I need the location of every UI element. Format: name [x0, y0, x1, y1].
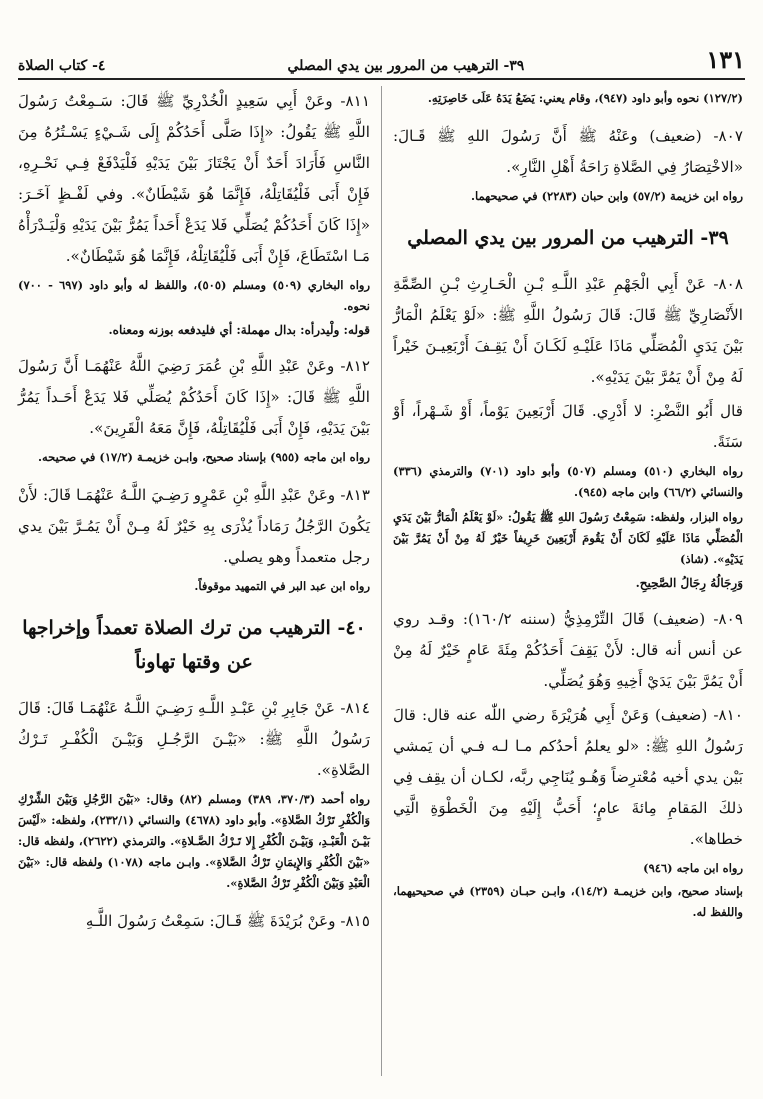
hadith-813-source: رواه ابن عبد البر في التمهيد موقوفاً.: [194, 579, 370, 593]
hadith-808: ٨٠٨- عَنْ أَبِي الْجَهْمِ عَبْدِ اللَّـهِ بْـنِ الْحَـارِثِ بْـنِ الصِّمَّةِ الأَنْصَارِيِّ ﷺ قَالَ: قَالَ رَسُولُ اللَّهِ ﷺ: «لَوْ يَعْلَمُ الْمَارُّ بَيْنَ يَدَيِ الْمُصَلِّي مَاذَا عَلَيْـهِ لَكَـانَ أَنْ يَقِـفَ أَرْبَعِيـنَ خَيْراً لَهُ مِنْ أَنْ يَمُرَّ بَيْنَ يَدَيْهِ».: [393, 275, 743, 386]
hadith-808-men: وَرِجَالُهُ رِجَالُ الصَّحِيحِ.: [635, 576, 743, 590]
hadith-809: ٨٠٩- (ضعيف) قَالَ التِّرْمِذِيُّ (سننه ١٦٠/٢): وقـد روي عن أنس أنه قال: لأَنْ يَقِفَ أَحَدُكُمْ مِئَةَ عَامٍ خَيْرٌ لَهُ مِنْ أَنْ يَمُرَّ بَيْنَ يَدَيْ أَخِيهِ وَهُوَ يُصَلِّي.: [393, 610, 743, 690]
page-header: [18, 40, 745, 80]
hadith-814-source: رواه أحمد (٣٧٠/٣، ٣٨٩) ومسلم (٨٢) وقال: «بَيْنَ الرَّجُلِ وَبَيْنَ الشِّرْكِ وَالْكُفْرِ تَرْكُ الصَّلاةِ». وأبو داود (٤٦٧٨) والنسائي (٢٣٢/١)، ولفظه: «لَيْسَ بَيْـنَ الْعَبْـدِ، وَبَيْـنَ الْكُفْرِ إِلا تَـرْكُ الصَّـلاةِ». والترمذي (٢٦٢٢)، ولفظه قال: «بَيْنَ الْكُفْرِ وَالإِيمَانِ تَرْكُ الصَّلاةِ». وابـن ماجه (١٠٧٨) ولفظه قال: «بَيْنَ الْعَبْدِ وَبَيْنَ الْكُفْرِ تَرْكُ الصَّلاةِ».: [18, 792, 371, 890]
running-title: ٣٩- الترهيب من المرور بين يدي المصلي: [287, 58, 525, 74]
right-column: [393, 86, 743, 1083]
hadith-812: ٨١٢- وعَنْ عَبْدِ اللَّهِ بْنِ عُمَرَ رَضِيَ اللَّهُ عَنْهُمَـا أَنَّ رَسُولَ اللَّهِ ﷺ قَالَ: «إِذَا كَانَ أَحَدُكُمْ يُصَلِّي فَلا يَدَعْ أَحَـداً يَمُرُّ بَيْنَ يَدَيْهِ، فَإِنْ أَبَى فَلْيُقَاتِلْهُ، فَإِنَّ مَعَهُ الْقَرِينَ».: [18, 357, 370, 437]
hadith-810-source-2: بإسناد صحيح، وابن خزيمـة (١٤/٢)، وابـن حبـان (٢٣٥٩) في صحيحيهما، واللفظ له.: [393, 884, 744, 919]
hadith-811: ٨١١- وعَنْ أَبِي سَعِيدٍ الْخُدْرِيِّ ﷺ قَالَ: سَـمِعْتُ رَسُولَ اللَّهِ ﷺ يَقُولُ: «إِذَا صَلَّى أَحَدُكُمْ إِلَى شَـيْءٍ يَسْـتُرُهُ مِنَ النَّاسِ فَأَرَادَ أَحَدٌ أَنْ يَجْتَازَ بَيْنَ يَدَيْهِ فَلْيَدْفَعْ فِـي نَحْـرِهِ، فَإِنْ أَبَى فَلْيُقَاتِلْهُ، فَإِنَّمَا هُوَ شَيْطَانٌ». وفي لَفْـظٍ آخَـرَ: «إِذَا كَانَ أَحَدُكُمْ يُصَلِّي فَلا يَدَعْ أَحَداً يَمُرُّ بَيْنَ يَدَيْهِ وَلْيَـدْرَأْهُ مَـا اسْتَطَاعَ، فَإِنْ أَبَى فَلْيُقَاتِلْهُ، فَإِنَّمَا هُوَ شَيْطَانٌ».: [18, 92, 370, 265]
hadith-808-source-2: رواه البزار، ولفظه: سَمِعْتُ رَسُولَ اللهِ ﷺ يَقُولُ: «لَوْ يَعْلَمُ الْمَارُّ بَيْنَ يَدَيِ الْمُصَلِّي مَاذَا عَلَيْهِ لَكَانَ أَنْ يَقُومَ أَرْبَعِينَ خَرِيفاً خَيْرٌ لَهُ مِنْ أَنْ يَمُرَّ بَيْنَ يَدَيْهِ». (شاذ): [393, 510, 743, 566]
hadith-814: ٨١٤- عَنْ جَابِرِ بْنِ عَبْـدِ اللَّـهِ رَضِـيَ اللَّـهُ عَنْهُمَـا قَالَ: قَالَ رَسُولُ اللَّهِ ﷺ: «بَيْـنَ الرَّجُـلِ وَبَيْـنَ الْكُفْـرِ تَـرْكُ الصَّلاةِ».: [18, 699, 370, 779]
left-column: [18, 86, 370, 1083]
hadith-812-source: رواه ابن ماجه (٩٥٥) بإسناد صحيح، وابـن خزيمـة (١٧/٢) في صحيحه.: [38, 450, 370, 464]
book-name: ٤- كتاب الصلاة: [18, 58, 106, 74]
hadith-810-source-1: رواه ابن ماجه (٩٤٦): [643, 861, 743, 875]
hadith-811-source: رواه البخاري (٥٠٩) ومسلم (٥٠٥)، واللفظ له وأبو داود (٦٩٧ - ٧٠٠) نحوه.: [18, 278, 370, 313]
hadith-808-source-1: رواه البخاري (٥١٠) ومسلم (٥٠٧) وأبو داود (٧٠١) والترمذي (٣٣٦) والنسائي (٦٦/٢) وابن ماجه (٩٤٥).: [393, 464, 743, 499]
page-number: ١٣١: [706, 45, 745, 74]
hadith-807: ٨٠٧- (ضعيف) وعَنْهُ ﷺ أَنَّ رَسُولَ اللهِ ﷺ قَـالَ: «الاخْتِصَارُ فِي الصَّلاةِ رَاحَةُ أَهْلِ النَّارِ».: [393, 127, 743, 176]
chapter-39-heading: ٣٩- الترهيب من المرور بين يدي المصلي: [407, 227, 729, 249]
chapter-40-heading: ٤٠- الترهيب من ترك الصلاة تعمداً وإخراجها عن وقتها تهاوناً: [22, 617, 366, 673]
hadith-813: ٨١٣- وعَنْ عَبْدِ اللَّهِ بْنِ عَمْرٍو رَضِـيَ اللَّـهُ عَنْهُمَـا قَالَ: لأَنْ يَكُونَ الرَّجُلُ رَمَاداً يُذْرَى بِهِ خَيْرٌ لَهُ مِـنْ أَنْ يَمُـرَّ بَيْنَ يدي رجل متعمداً وهو يصلي.: [18, 486, 370, 566]
hadith-810: ٨١٠- (ضعيف) وَعَنْ أَبِي هُرَيْرَةَ رضي اللّٰه عنه قال: قالَ رَسُولُ اللهِ ﷺ: «لو يعلمُ أحدُكم مـا لـه فـي أن يَمشي بَيْن يدي أخيه مُعْترِضاً وَهُـو يُنَاجِي ربَّه، لكـان أن يقِف فِي ذلكَ المَقامِ مِائةَ عامٍ؛ أَحَبُّ إِلَيْهِ مِنَ الْخَطْوَةِ الَّتِي خطاها».: [393, 706, 743, 848]
hadith-811-note: قوله: ولْيدرأه: بدال مهملة: أي فليدفعه بوزنه ومعناه.: [108, 323, 370, 337]
top-fragment: (١٢٧/٢) نحوه وأبو داود (٩٤٧)، وقام يعني: يَضَعُ يَدَهُ عَلَى خَاصِرَتِهِ.: [427, 91, 743, 105]
column-divider: [381, 86, 382, 1076]
hadith-807-source: رواه ابن خزيمة (٥٧/٢) وابن حبان (٢٢٨٣) في صحيحهما.: [470, 189, 743, 203]
hadith-815: ٨١٥- وعَنْ بُرَيْدَةَ ﷺ قَـالَ: سَمِعْتُ رَسُولَ اللَّـهِ: [85, 912, 370, 930]
hadith-808-abu-nadr: قال أَبُو النَّضْرِ: لا أَدْرِي. قَالَ أَرْبَعِينَ يَوْماً، أَوْ شَـهْراً، أَوْ سَنَةً.: [393, 402, 743, 451]
